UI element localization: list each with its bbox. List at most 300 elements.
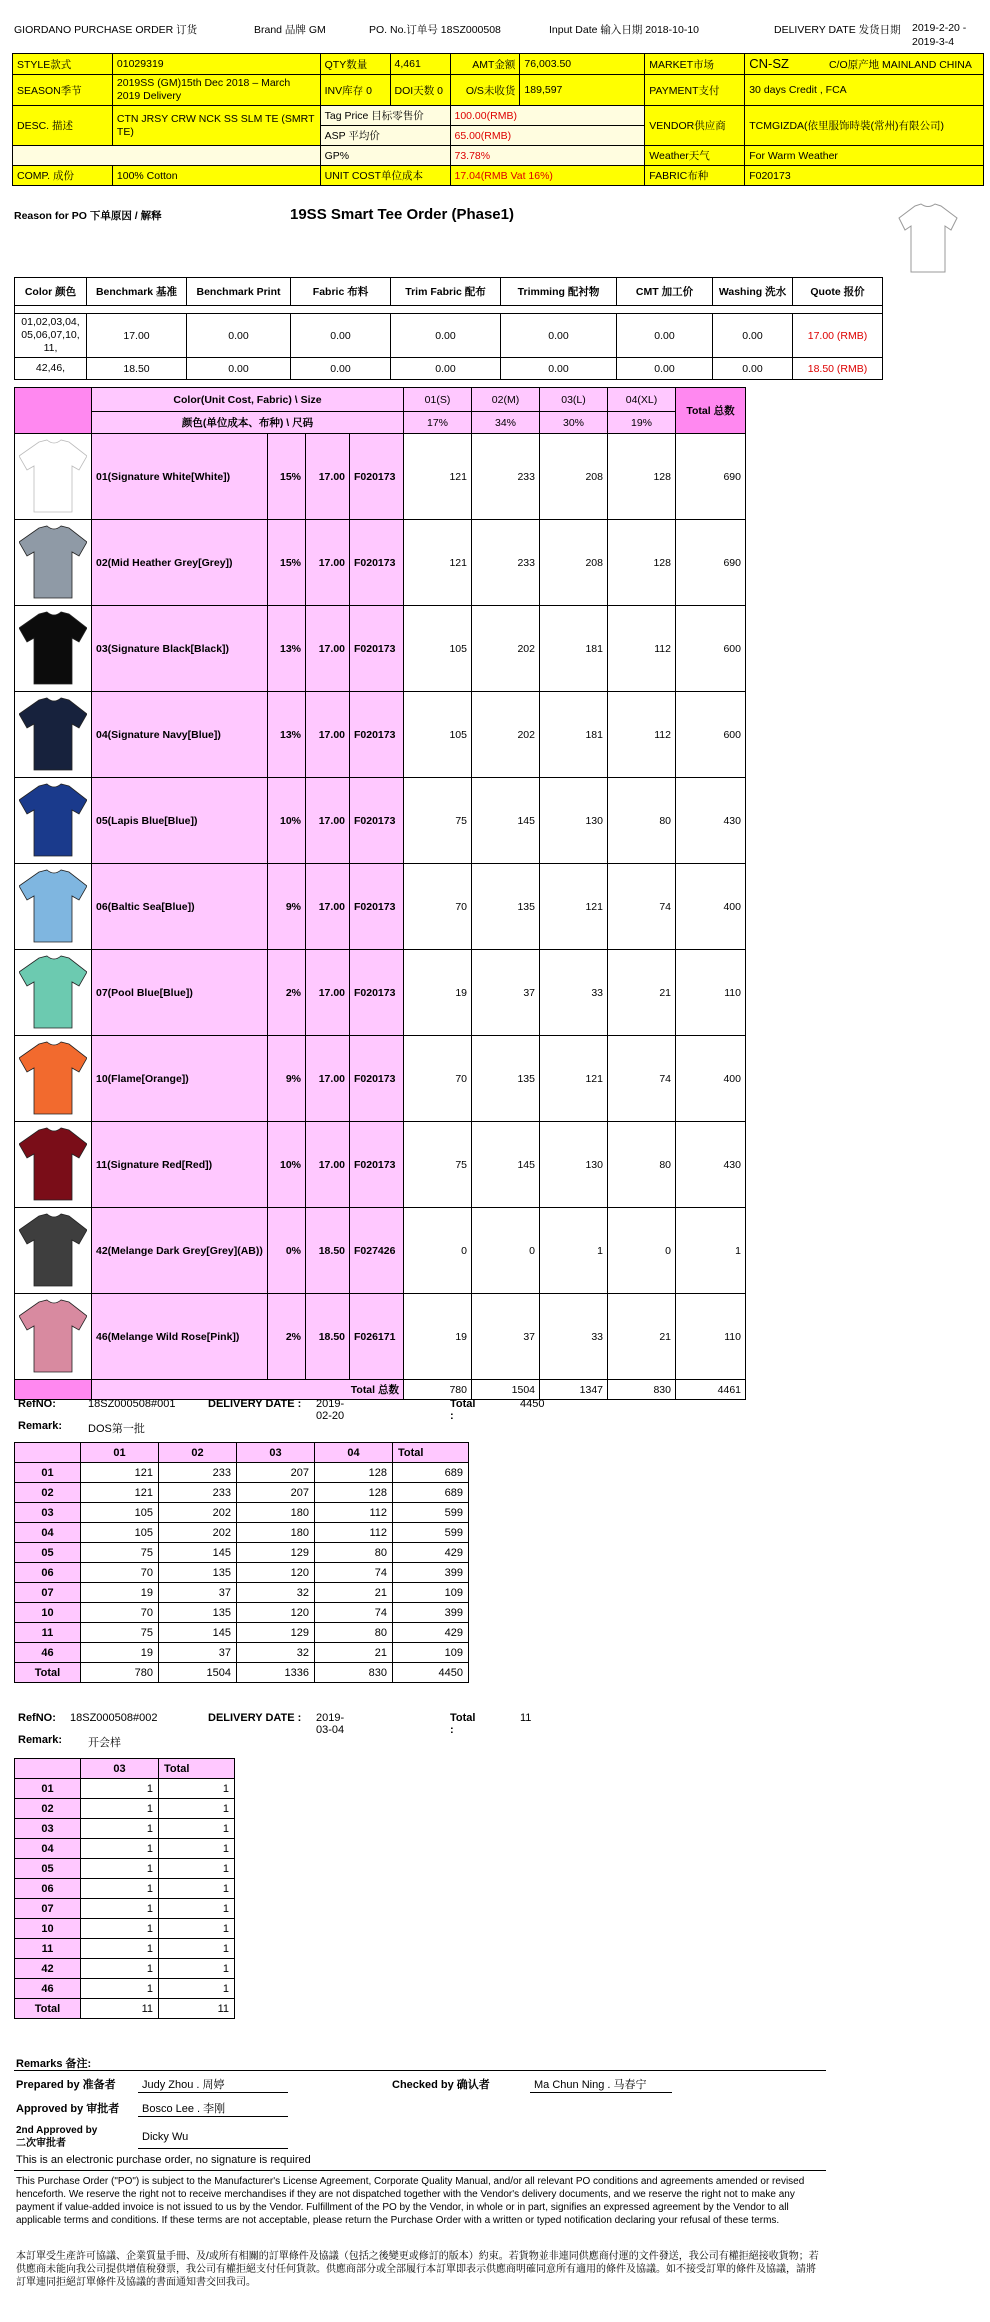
size-qty: 135: [472, 864, 540, 950]
size-qty: 233: [472, 520, 540, 606]
ref1-header: [18, 1398, 545, 1422]
color-row: [15, 1036, 746, 1122]
ref2-cell: 1: [81, 1779, 159, 1799]
cost-header-0: Color 颜色: [15, 278, 87, 306]
color-pct: 9%: [268, 864, 306, 950]
size-qty: 121: [540, 864, 608, 950]
color-row: [15, 606, 746, 692]
color-row: [15, 692, 746, 778]
shirt-swatch-image: [19, 436, 87, 514]
table-row: [15, 1643, 469, 1663]
ref2-refno-label: RefNO:: [18, 1712, 56, 1724]
ref1-cell: 21: [315, 1583, 393, 1603]
ref1-total-label: Total :: [450, 1398, 476, 1422]
ref2-row-label: 11: [15, 1939, 81, 1959]
order-title: 19SS Smart Tee Order (Phase1): [290, 206, 514, 223]
ref1-refno: 18SZ000508#001: [88, 1398, 176, 1410]
shirt-image-cell: [15, 864, 92, 950]
cost-header-6: CMT 加工价: [617, 278, 713, 306]
table-row: [15, 1483, 469, 1503]
color-size-table: [14, 387, 746, 1400]
checked-label: Checked by 确认者: [392, 2079, 490, 2091]
season-label: SEASON季节: [13, 75, 113, 106]
checked-value: Ma Chun Ning . 马春宁: [534, 2079, 647, 2091]
color-total: 430: [676, 1122, 746, 1208]
ref1-header: 02: [159, 1443, 237, 1463]
color-row: [15, 434, 746, 520]
fabric-label: FABRIC布种: [645, 166, 745, 186]
shirt-image-cell: [15, 606, 92, 692]
cost-cell: 42,46,: [15, 358, 87, 380]
gp-value: 73.78%: [450, 146, 645, 166]
ref1-header: 03: [237, 1443, 315, 1463]
ref2-row-label: 46: [15, 1979, 81, 1999]
size-qty: 130: [540, 1122, 608, 1208]
company-title: GIORDANO PURCHASE ORDER 订货: [14, 24, 198, 36]
unit-cost-label: UNIT COST单位成本: [320, 166, 450, 186]
ref2-cell: 1: [159, 1839, 235, 1859]
size-qty: 208: [540, 434, 608, 520]
desc-label: DESC. 描述: [13, 106, 113, 146]
shirt-swatch-image: [19, 1124, 87, 1202]
ref1-cell: 202: [159, 1523, 237, 1543]
ref2-cell: 1: [159, 1919, 235, 1939]
ref2-row-label: 06: [15, 1879, 81, 1899]
cost-cell: 0.00: [291, 314, 391, 358]
ref1-total: 4450: [520, 1398, 545, 1410]
ref1-cell: 233: [159, 1463, 237, 1483]
cost-cell: 0.00: [291, 358, 391, 380]
color-name: 46(Melange Wild Rose[Pink]): [92, 1294, 268, 1380]
ref1-header: 04: [315, 1443, 393, 1463]
ref1-cell: 135: [159, 1563, 237, 1583]
size-qty: 112: [608, 606, 676, 692]
order-info-grid: [12, 53, 984, 186]
ref2-cell: 1: [81, 1839, 159, 1859]
shirt-swatch-image: [19, 866, 87, 944]
ref2-cell: 1: [159, 1939, 235, 1959]
color-pct: 0%: [268, 1208, 306, 1294]
ref2-cell: 1: [159, 1799, 235, 1819]
po-header: [14, 22, 974, 48]
grand-total-cell: 830: [608, 1380, 676, 1400]
color-unit-cost: 17.00: [306, 606, 350, 692]
shirt-swatch-image: [19, 952, 87, 1030]
ref1-row-label: 04: [15, 1523, 81, 1543]
ref1-cell: 129: [237, 1623, 315, 1643]
ref1-delivery-label: DELIVERY DATE :: [208, 1398, 302, 1410]
table-row: [15, 1779, 235, 1799]
color-fabric: F020173: [350, 692, 404, 778]
prepared-label: Prepared by 准备者: [16, 2079, 116, 2091]
cost-cell: 0.00: [617, 358, 713, 380]
size-header-s: 01(S): [404, 388, 472, 412]
color-pct: 10%: [268, 1122, 306, 1208]
color-unit-cost: 17.00: [306, 864, 350, 950]
ref1-cell: 105: [81, 1523, 159, 1543]
ref1-row-label: 11: [15, 1623, 81, 1643]
input-date: Input Date 输入日期 2018-10-10: [549, 24, 699, 36]
cost-cell: 0.00: [187, 314, 291, 358]
ref2-cell: 1: [81, 1979, 159, 1999]
ref2-cell: 1: [81, 1819, 159, 1839]
size-qty: 202: [472, 692, 540, 778]
size-qty: 0: [472, 1208, 540, 1294]
os-label: O/S未收货: [450, 75, 520, 106]
cost-cell: 0.00: [501, 358, 617, 380]
ref1-cell: 145: [159, 1623, 237, 1643]
shirt-swatch-image: [19, 522, 87, 600]
color-total: 600: [676, 606, 746, 692]
ref2-cell: 1: [81, 1959, 159, 1979]
color-pct: 9%: [268, 1036, 306, 1122]
color-fabric: F020173: [350, 520, 404, 606]
ref2-cell: 1: [159, 1899, 235, 1919]
ref2-header: 03: [81, 1759, 159, 1779]
ref2-total: 11: [520, 1712, 532, 1724]
ref1-cell: 399: [393, 1603, 469, 1623]
ref2-cell: 1: [159, 1959, 235, 1979]
size-qty: 145: [472, 778, 540, 864]
color-size-header: Color(Unit Cost, Fabric) \ Size: [92, 388, 404, 412]
cost-cell: 17.00: [87, 314, 187, 358]
fabric-value: F020173: [745, 166, 984, 186]
shirt-swatch-image: [19, 1210, 87, 1288]
color-unit-cost: 17.00: [306, 950, 350, 1036]
season-value: 2019SS (GM)15th Dec 2018 – March 2019 Delivery: [112, 75, 320, 106]
terms-english: This Purchase Order ("PO") is subject to the Manufacturer's License Agreement, Corporate Quality Manual, and/or all relevant PO conditions and agreements amended or revised henceforth. We reserve the right not to receive merchandises if they are not dispatched together with the Vendor's delivery documents, and we reserve the right not to make any payment if value-added invoice is not issued to us by the Vendor. Fulfillment of the PO by the Vendor, in whole or in part, signifies an expressed agreement by the Vendor to all applicable terms and conditions. If these terms are not acceptable, please return the Purchase Order with a written or typed notification declaring your refusal of these terms.: [16, 2176, 805, 2226]
color-total: 1: [676, 1208, 746, 1294]
ref1-cell: 429: [393, 1623, 469, 1643]
color-row: [15, 1208, 746, 1294]
color-total: 690: [676, 520, 746, 606]
color-name: 02(Mid Heather Grey[Grey]): [92, 520, 268, 606]
comp-value: 100% Cotton: [112, 166, 320, 186]
size-header-m: 02(M): [472, 388, 540, 412]
size-qty: 135: [472, 1036, 540, 1122]
grand-total-label: Total 总数: [92, 1380, 404, 1400]
qty-label: QTY数量: [320, 54, 390, 75]
ref2-header: [15, 1759, 81, 1779]
shirt-swatch-image: [19, 608, 87, 686]
cost-header-3: Fabric 布料: [291, 278, 391, 306]
ref1-cell: 120: [237, 1563, 315, 1583]
ref2-cell: 1: [159, 1979, 235, 1999]
electronic-notice: This is an electronic purchase order, no signature is required: [16, 2154, 311, 2166]
size-qty: 19: [404, 950, 472, 1036]
color-pct: 10%: [268, 778, 306, 864]
ref2-refno: 18SZ000508#002: [70, 1712, 158, 1724]
ref2-cell: 1: [159, 1779, 235, 1799]
color-pct: 15%: [268, 520, 306, 606]
color-row: [15, 778, 746, 864]
cost-header-4: Trim Fabric 配布: [391, 278, 501, 306]
color-name: 06(Baltic Sea[Blue]): [92, 864, 268, 950]
ref1-cell: 207: [237, 1463, 315, 1483]
desc-value: CTN JRSY CRW NCK SS SLM TE (SMRT TE): [112, 106, 320, 146]
grand-total-cell: 4461: [676, 1380, 746, 1400]
ref1-cell: 830: [315, 1663, 393, 1683]
ref1-cell: 180: [237, 1503, 315, 1523]
ref2-cell: 1: [81, 1899, 159, 1919]
ref1-cell: 180: [237, 1523, 315, 1543]
color-pct: 2%: [268, 950, 306, 1036]
table-row: [15, 1819, 235, 1839]
color-total-row: [15, 1380, 746, 1400]
ref1-cell: 599: [393, 1523, 469, 1543]
ref1-cell: 74: [315, 1603, 393, 1623]
color-fabric: F020173: [350, 864, 404, 950]
cost-cell: 01,02,03,04, 05,06,07,10, 11,: [15, 314, 87, 358]
size-qty: 181: [540, 692, 608, 778]
tag-price-value: 100.00(RMB): [450, 106, 645, 126]
ref1-cell: 120: [237, 1603, 315, 1623]
shirt-swatch-image: [19, 1296, 87, 1374]
remarks-label: Remarks 备注:: [16, 2058, 92, 2070]
size-qty: 105: [404, 606, 472, 692]
size-qty: 37: [472, 950, 540, 1036]
color-unit-cost: 18.50: [306, 1208, 350, 1294]
ref1-cell: 70: [81, 1563, 159, 1583]
shirt-swatch-image: [19, 694, 87, 772]
size-qty: 80: [608, 778, 676, 864]
ref1-cell: 109: [393, 1583, 469, 1603]
color-unit-cost: 17.00: [306, 1036, 350, 1122]
style-value: 01029319: [112, 54, 320, 75]
ref2-row-label: 10: [15, 1919, 81, 1939]
ref1-cell: 689: [393, 1463, 469, 1483]
ref2-row-label: Total: [15, 1999, 81, 2019]
ref2-cell: 1: [159, 1859, 235, 1879]
size-header-xl: 04(XL): [608, 388, 676, 412]
ref1-refno-label: RefNO:: [18, 1398, 56, 1410]
ref1-remark: DOS第一批: [88, 1423, 145, 1435]
cost-cell: 0.00: [391, 358, 501, 380]
ref2-table: [14, 1758, 235, 2019]
ref1-cell: 37: [159, 1643, 237, 1663]
size-pct-xl: 19%: [608, 412, 676, 434]
table-row: [15, 1523, 469, 1543]
color-pct: 13%: [268, 692, 306, 778]
gp-label: GP%: [320, 146, 450, 166]
comp-label: COMP. 成份: [13, 166, 113, 186]
table-row: [15, 1979, 235, 1999]
ref1-header: [15, 1443, 81, 1463]
doi-value: 0: [437, 84, 443, 97]
po-number: PO. No.订单号 18SZ000508: [369, 24, 501, 36]
ref1-cell: 105: [81, 1503, 159, 1523]
approved-value: Bosco Lee . 李刚: [142, 2103, 226, 2115]
color-pct: 2%: [268, 1294, 306, 1380]
ref1-cell: 1504: [159, 1663, 237, 1683]
size-qty: 202: [472, 606, 540, 692]
ref2-total-label: Total :: [450, 1712, 476, 1736]
size-qty: 33: [540, 950, 608, 1036]
color-fabric: F020173: [350, 950, 404, 1036]
ref2-row-label: 42: [15, 1959, 81, 1979]
color-fabric: F020173: [350, 434, 404, 520]
color-total: 600: [676, 692, 746, 778]
os-value: 189,597: [520, 75, 645, 106]
ref1-cell: 109: [393, 1643, 469, 1663]
size-qty: 70: [404, 864, 472, 950]
size-qty: 21: [608, 950, 676, 1036]
size-qty: 37: [472, 1294, 540, 1380]
color-fabric: F020173: [350, 1122, 404, 1208]
shirt-swatch-image: [19, 780, 87, 858]
color-unit-cost: 17.00: [306, 692, 350, 778]
approved2-label: 2nd Approved by 二次审批者: [16, 2125, 98, 2149]
table-row: [15, 1899, 235, 1919]
ref2-cell: 1: [81, 1939, 159, 1959]
ref1-cell: 135: [159, 1603, 237, 1623]
cost-cell: 0.00: [713, 358, 793, 380]
cost-cell: 0.00: [713, 314, 793, 358]
size-qty: 19: [404, 1294, 472, 1380]
ref1-row-label: 46: [15, 1643, 81, 1663]
ref1-cell: 112: [315, 1503, 393, 1523]
ref2-header: Total: [159, 1759, 235, 1779]
tag-price-label: Tag Price 目标零售价: [320, 106, 450, 126]
ref1-cell: 121: [81, 1463, 159, 1483]
ref1-row-label: 10: [15, 1603, 81, 1623]
table-row: [15, 1799, 235, 1819]
color-total: 430: [676, 778, 746, 864]
total-header: Total 总数: [676, 388, 746, 434]
color-name: 03(Signature Black[Black]): [92, 606, 268, 692]
market-label: MARKET市场: [645, 54, 745, 75]
color-name: 10(Flame[Orange]): [92, 1036, 268, 1122]
amt-value: 76,003.50: [520, 54, 645, 75]
qty-value: 4,461: [390, 54, 450, 75]
reason-label: Reason for PO 下单原因 / 解释: [14, 210, 162, 222]
ref2-header: [18, 1712, 532, 1736]
color-name: 11(Signature Red[Red]): [92, 1122, 268, 1208]
ref2-row-label: 02: [15, 1799, 81, 1819]
color-unit-cost: 17.00: [306, 778, 350, 864]
size-qty: 74: [608, 1036, 676, 1122]
ref2-row-label: 07: [15, 1899, 81, 1919]
size-qty: 130: [540, 778, 608, 864]
color-name: 07(Pool Blue[Blue]): [92, 950, 268, 1036]
inv-value: 0: [366, 84, 372, 97]
table-row: [15, 1503, 469, 1523]
color-fabric: F020173: [350, 606, 404, 692]
ref1-row-label: 02: [15, 1483, 81, 1503]
cost-cell: 17.00 (RMB): [793, 314, 883, 358]
table-row: [15, 1623, 469, 1643]
ref1-table: [14, 1442, 469, 1683]
ref2-remark: 开会样: [88, 1737, 121, 1749]
cost-header-5: Trimming 配衬物: [501, 278, 617, 306]
brand: Brand 品牌 GM: [254, 24, 326, 36]
ref2-cell: 1: [159, 1879, 235, 1899]
grand-total-cell: 1504: [472, 1380, 540, 1400]
approved2-value: Dicky Wu: [142, 2131, 189, 2143]
size-qty: 145: [472, 1122, 540, 1208]
ref1-cell: 32: [237, 1583, 315, 1603]
cost-cell: 0.00: [187, 358, 291, 380]
ref1-cell: 37: [159, 1583, 237, 1603]
ref1-cell: 80: [315, 1623, 393, 1643]
color-unit-cost: 18.50: [306, 1294, 350, 1380]
shirt-image-cell: [15, 1294, 92, 1380]
color-total: 400: [676, 1036, 746, 1122]
size-qty: 112: [608, 692, 676, 778]
size-qty: 75: [404, 778, 472, 864]
table-row: [15, 1603, 469, 1623]
shirt-image-cell: [15, 1208, 92, 1294]
size-pct-l: 30%: [540, 412, 608, 434]
color-name: 42(Melange Dark Grey[Grey](AB)): [92, 1208, 268, 1294]
size-pct-m: 34%: [472, 412, 540, 434]
ref1-cell: 80: [315, 1543, 393, 1563]
color-name: 01(Signature White[White]): [92, 434, 268, 520]
ref1-cell: 74: [315, 1563, 393, 1583]
cost-breakdown-table: [14, 277, 883, 380]
color-pct: 15%: [268, 434, 306, 520]
size-qty: 233: [472, 434, 540, 520]
ref2-cell: 1: [81, 1859, 159, 1879]
table-row: [15, 1543, 469, 1563]
ref1-cell: 129: [237, 1543, 315, 1563]
ref1-cell: 429: [393, 1543, 469, 1563]
shirt-image-cell: [15, 434, 92, 520]
asp-label: ASP 平均价: [320, 126, 450, 146]
ref2-cell: 1: [159, 1819, 235, 1839]
shirt-image-cell: [15, 520, 92, 606]
table-row: [15, 1463, 469, 1483]
size-qty: 33: [540, 1294, 608, 1380]
cost-cell: 0.00: [391, 314, 501, 358]
ref1-header: 01: [81, 1443, 159, 1463]
size-qty: 128: [608, 434, 676, 520]
table-row: [15, 1563, 469, 1583]
ref2-delivery-date: 2019-03-04: [316, 1712, 345, 1736]
shirt-image-cell: [15, 1122, 92, 1208]
size-qty: 0: [404, 1208, 472, 1294]
table-row: [15, 1959, 235, 1979]
cost-header-8: Quote 报价: [793, 278, 883, 306]
color-row: [15, 864, 746, 950]
ref1-cell: 19: [81, 1643, 159, 1663]
table-row: [15, 1583, 469, 1603]
vendor-value: TCMGIZDA(依里服饰時裝(常州)有限公司): [745, 106, 984, 146]
ref1-delivery-date: 2019-02-20: [316, 1398, 345, 1422]
color-fabric: F020173: [350, 778, 404, 864]
size-qty: 74: [608, 864, 676, 950]
color-unit-cost: 17.00: [306, 1122, 350, 1208]
market-value: CN-SZ: [749, 56, 789, 71]
cost-cell: 18.50 (RMB): [793, 358, 883, 380]
color-total: 400: [676, 864, 746, 950]
table-row: [15, 1859, 235, 1879]
vendor-label: VENDOR供应商: [645, 106, 745, 146]
color-fabric: F027426: [350, 1208, 404, 1294]
size-qty: 121: [540, 1036, 608, 1122]
delivery-date-value-2: 2019-3-4: [912, 36, 955, 48]
prepared-value: Judy Zhou . 周婷: [142, 2079, 225, 2091]
ref1-cell: 4450: [393, 1663, 469, 1683]
size-qty: 70: [404, 1036, 472, 1122]
color-row: [15, 520, 746, 606]
cost-cell: 0.00: [617, 314, 713, 358]
ref2-cell: 1: [81, 1919, 159, 1939]
table-row: [15, 1999, 235, 2019]
size-qty: 105: [404, 692, 472, 778]
color-pct: 13%: [268, 606, 306, 692]
ref1-cell: 128: [315, 1463, 393, 1483]
